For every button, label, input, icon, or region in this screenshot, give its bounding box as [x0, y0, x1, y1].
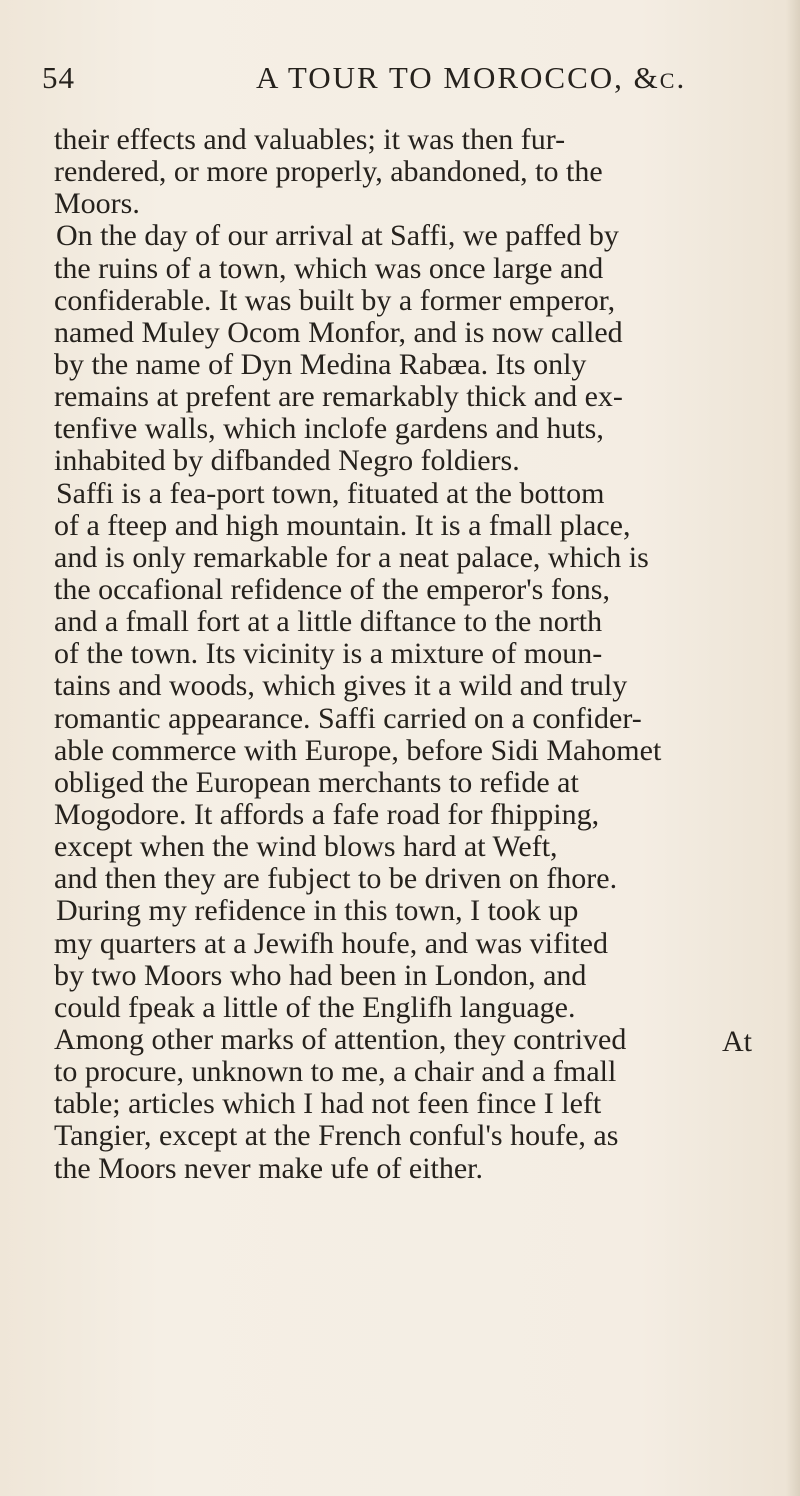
text-line: On the day of our arrival at Saffi, we paffed by	[26, 219, 619, 253]
text-line: obliged the European merchants to refide at	[54, 765, 579, 799]
running-head	[42, 60, 800, 104]
text-line: rendered, or more properly, abandoned, to the	[54, 155, 603, 189]
text-line: confiderable. It was built by a former emperor,	[54, 283, 616, 317]
text-line: remains at prefent are remarkably thick and ex-	[54, 380, 623, 414]
catchword: At	[722, 1025, 752, 1058]
text-line: inhabited by difbanded Negro foldiers.	[54, 444, 520, 478]
text-line: except when the wind blows hard at Weft,	[54, 830, 558, 864]
text-line: by two Moors who had been in London, and	[54, 958, 587, 992]
text-line: During my refidence in this town, I took up	[26, 894, 579, 928]
text-line: table; articles which I had not feen fince I left	[54, 1087, 602, 1121]
text-line: the Moors never make ufe of either.	[54, 1151, 484, 1185]
text-line: tenfive walls, which inclofe gardens and huts,	[54, 412, 604, 446]
text-line: to procure, unknown to me, a chair and a fmall	[54, 1055, 617, 1089]
body-text	[26, 123, 794, 1185]
text-line: could fpeak a little of the Englifh language.	[54, 990, 576, 1024]
text-line: by the name of Dyn Medina Rabæa. Its only	[54, 347, 587, 381]
text-line: Saffi is a fea-port town, fituated at the bottom	[26, 476, 605, 510]
text-line: and a fmall fort at a little diftance to the north	[54, 605, 603, 639]
text-line: and then they are fubject to be driven on fhore.	[54, 862, 618, 896]
text-line: and is only remarkable for a neat palace, which is	[54, 540, 649, 574]
text-line: Moors.	[54, 187, 140, 221]
text-line: named Muley Ocom Monfor, and is now called	[54, 315, 623, 349]
text-line: Among other marks of attention, they contrived	[54, 1022, 627, 1056]
running-title: A TOUR TO MOROCCO, &c.	[256, 60, 687, 95]
text-line: the occafional refidence of the emperor's fons,	[54, 572, 610, 606]
text-line: tains and woods, which gives it a wild and truly	[54, 669, 628, 703]
page-number: 54	[42, 60, 75, 95]
text-line: romantic appearance. Saffi carried on a confider-	[54, 701, 642, 735]
text-line: my quarters at a Jewifh houfe, and was vifited	[54, 926, 608, 960]
text-line: of the town. Its vicinity is a mixture of moun-	[54, 637, 603, 671]
text-line: Mogodore. It affords a fafe road for fhipping,	[54, 797, 600, 831]
text-line: able commerce with Europe, before Sidi Mahomet	[54, 733, 662, 767]
text-line: Tangier, except at the French conful's houfe, as	[54, 1119, 619, 1153]
text-line: of a fteep and high mountain. It is a fmall place,	[54, 508, 631, 542]
text-line: their effects and valuables; it was then fur-	[54, 123, 566, 156]
text-line: the ruins of a town, which was once large and	[54, 251, 604, 285]
